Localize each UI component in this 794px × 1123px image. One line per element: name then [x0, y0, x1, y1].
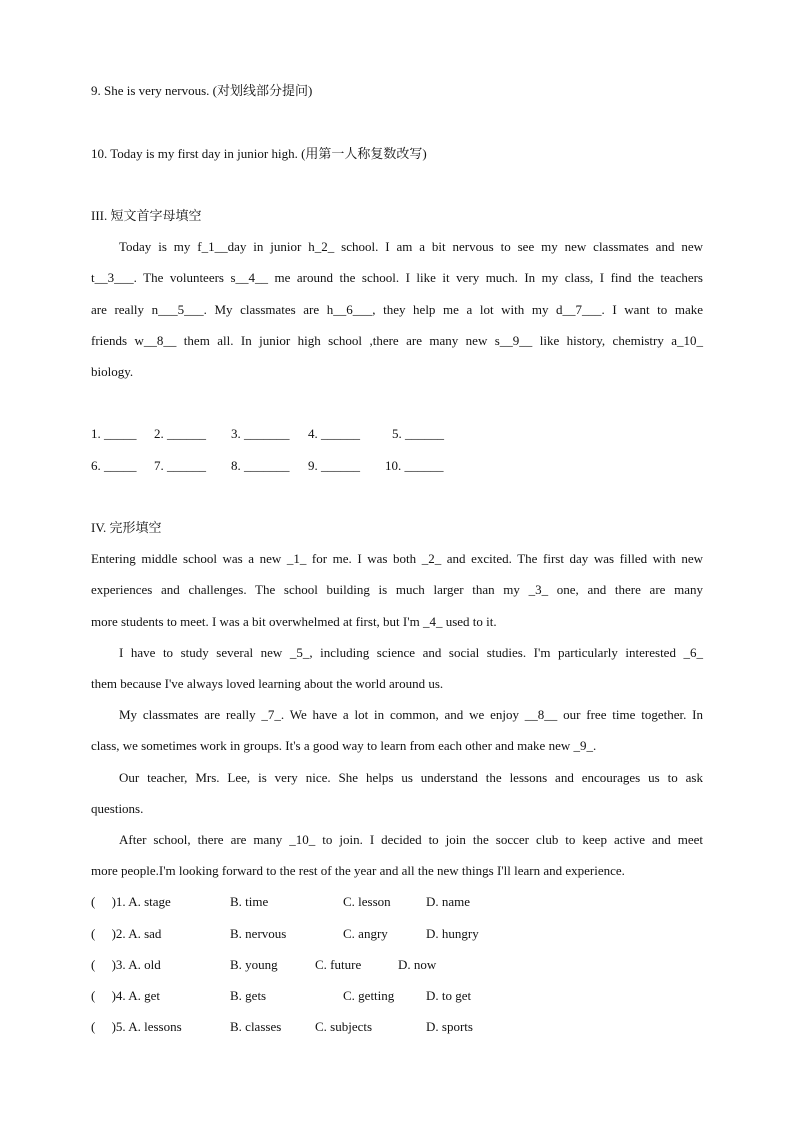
answer-blank[interactable]: 6. _____ — [91, 458, 137, 473]
option-a[interactable]: ( )4. A. get — [91, 988, 160, 1003]
section-3-title: III. 短文首字母填空 — [91, 208, 202, 223]
question-10: 10. Today is my first day in junior high. (用第一人称复数改写) — [91, 146, 427, 161]
option-b[interactable]: B. time — [230, 894, 269, 909]
option-row — [91, 1019, 711, 1035]
passage-4-line-11: more people.I'm looking forward to the rest of the year and all the new things I'll learn and experience. — [91, 863, 625, 878]
section-4-title: IV. 完形填空 — [91, 520, 162, 535]
answer-blank[interactable]: 7. ______ — [154, 458, 206, 473]
answer-blank[interactable]: 3. _______ — [231, 426, 290, 441]
passage-4-line-3: more students to meet. I was a bit overwhelmed at first, but I'm _4_ used to it. — [91, 614, 497, 629]
answer-blank[interactable]: 9. ______ — [308, 458, 360, 473]
passage-4-line-6: My classmates are really _7_. We have a lot in common, and we enjoy __8__ our free time together. In — [119, 707, 703, 722]
passage-3-line-4: friends w__8__ them all. In junior high school ,there are many new s__9__ like history, chemistry a_10_ — [91, 333, 703, 348]
answer-blank[interactable]: 8. _______ — [231, 458, 290, 473]
answer-blank[interactable]: 2. ______ — [154, 426, 206, 441]
option-b[interactable]: B. young — [230, 957, 278, 972]
answer-blank[interactable]: 1. _____ — [91, 426, 137, 441]
passage-4-line-5: them because I've always loved learning about the world around us. — [91, 676, 444, 691]
passage-3-line-3: are really n___5___. My classmates are h__6___, they help me a lot with my d__7___. I want to make — [91, 302, 703, 317]
passage-4-line-2: experiences and challenges. The school building is much larger than my _3_ one, and there are many — [91, 582, 703, 597]
option-c[interactable]: C. subjects — [315, 1019, 373, 1034]
option-d[interactable]: D. hungry — [426, 926, 479, 941]
passage-4-line-1: Entering middle school was a new _1_ for me. I was both _2_ and excited. The first day was filled with new — [91, 551, 703, 566]
option-d[interactable]: D. name — [426, 894, 471, 909]
passage-4-line-9: questions. — [91, 801, 144, 816]
passage-4-line-8: Our teacher, Mrs. Lee, is very nice. She helps us understand the lessons and encourages us to ask — [119, 770, 703, 785]
passage-3-line-2: t__3___. The volunteers s__4__ me around the school. I like it very much. In my class, I find the teachers — [91, 270, 703, 285]
option-c[interactable]: C. angry — [343, 926, 388, 941]
option-a[interactable]: ( )5. A. lessons — [91, 1019, 182, 1034]
option-b[interactable]: B. nervous — [230, 926, 287, 941]
passage-4-line-4: I have to study several new _5_, including science and social studies. I'm particularly interested _6_ — [119, 645, 703, 660]
answer-blank[interactable]: 4. ______ — [308, 426, 360, 441]
passage-4-line-7: class, we sometimes work in groups. It's a good way to learn from each other and make new _9_. — [91, 738, 597, 753]
passage-3-line-5: biology. — [91, 364, 134, 379]
answer-blank[interactable]: 10. ______ — [385, 458, 444, 473]
option-row — [91, 988, 711, 1004]
option-a[interactable]: ( )1. A. stage — [91, 894, 171, 909]
option-row — [91, 957, 711, 973]
passage-3-line-1: Today is my f_1__day in junior h_2_ school. I am a bit nervous to see my new classmates and new — [119, 239, 703, 254]
passage-4-line-10: After school, there are many _10_ to join. I decided to join the soccer club to keep active and meet — [119, 832, 703, 847]
option-b[interactable]: B. classes — [230, 1019, 282, 1034]
option-a[interactable]: ( )3. A. old — [91, 957, 161, 972]
option-c[interactable]: C. lesson — [343, 894, 391, 909]
answer-blank[interactable]: 5. ______ — [392, 426, 444, 441]
question-9: 9. She is very nervous. (对划线部分提问) — [91, 83, 313, 98]
option-c[interactable]: C. future — [315, 957, 362, 972]
option-row — [91, 926, 711, 942]
option-d[interactable]: D. now — [398, 957, 437, 972]
option-row — [91, 894, 711, 910]
option-c[interactable]: C. getting — [343, 988, 395, 1003]
option-a[interactable]: ( )2. A. sad — [91, 926, 162, 941]
option-d[interactable]: D. to get — [426, 988, 472, 1003]
option-b[interactable]: B. gets — [230, 988, 267, 1003]
option-d[interactable]: D. sports — [426, 1019, 473, 1034]
